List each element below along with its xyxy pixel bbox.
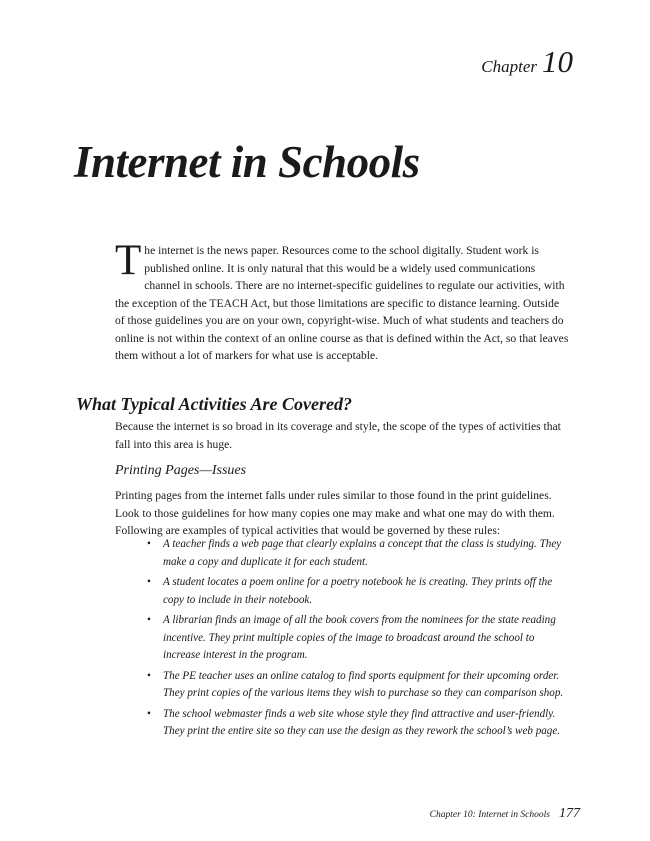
list-item-text: A student locates a poem online for a poetry notebook he is creating. They prints off the copy to include in their notebook. [163,576,553,606]
list-item-text: The school webmaster finds a web site whose style they find attractive and user-friendly. They print the entire site so they can use the design as they rework the school’s web page. [163,707,561,737]
list-item-text: A librarian finds an image of all the book covers from the nominees for the state reading incentive. They print multiple copies of the image to broadcast around the school to increase interest in the program. [163,614,556,661]
section-paragraph: Because the internet is so broad in its coverage and style, the scope of the types of activities that fall into this area is huge. [115,420,561,451]
chapter-title: Internet in Schools [74,137,420,187]
drop-cap: T [115,237,142,284]
bullet-icon: • [147,538,151,550]
running-head: Chapter 10: Internet in Schools [429,810,550,820]
list-item [147,612,572,665]
list-item [147,536,572,571]
chapter-label [481,44,573,80]
subsection-paragraph: Printing pages from the internet falls under rules similar to those found in the print guidelines. Look to those guidelines for how many copies one may make and what one may do with them. Following are examples of typical activities that would be governed by these rules: [115,489,555,537]
page-number: 177 [559,806,580,821]
bullet-icon: • [147,707,151,720]
bullet-icon: • [147,576,151,588]
examples-list [147,536,572,744]
chapter-number: 10 [542,44,573,79]
intro-text: he internet is the news paper. Resources come to the school digitally. Student work is published online. It is only natural that this would be a widely used communications channel in schools. There are no internet-specific guidelines to regulate our activities, with the exception of the TEACH Act, but those limitations are specific to distance learning. Outside of those guidelines you are on your own, copyright-wise. Much of what students and teachers do online is not within the context of an online course as that is defined within the Act, so that leaves them without a lot of markers for what use is acceptable. [115,244,569,362]
subsection-heading: Printing Pages—Issues [115,463,247,478]
list-item [147,706,572,741]
chapter-word: Chapter [481,57,537,76]
list-item-text: The PE teacher uses an online catalog to find sports equipment for their upcoming order. They print copies of the various items they wish to purchase so they can comparison shop. [163,669,564,699]
section-heading: What Typical Activities Are Covered? [76,394,352,414]
bullet-icon: • [147,614,151,626]
list-item [147,574,572,609]
list-item-text: A teacher finds a web page that clearly explains a concept that the class is studying. They make a copy and duplicate it for each student. [163,538,562,568]
list-item [147,668,572,703]
bullet-icon: • [147,669,151,682]
page-footer [430,804,580,822]
intro-paragraph [115,237,570,365]
